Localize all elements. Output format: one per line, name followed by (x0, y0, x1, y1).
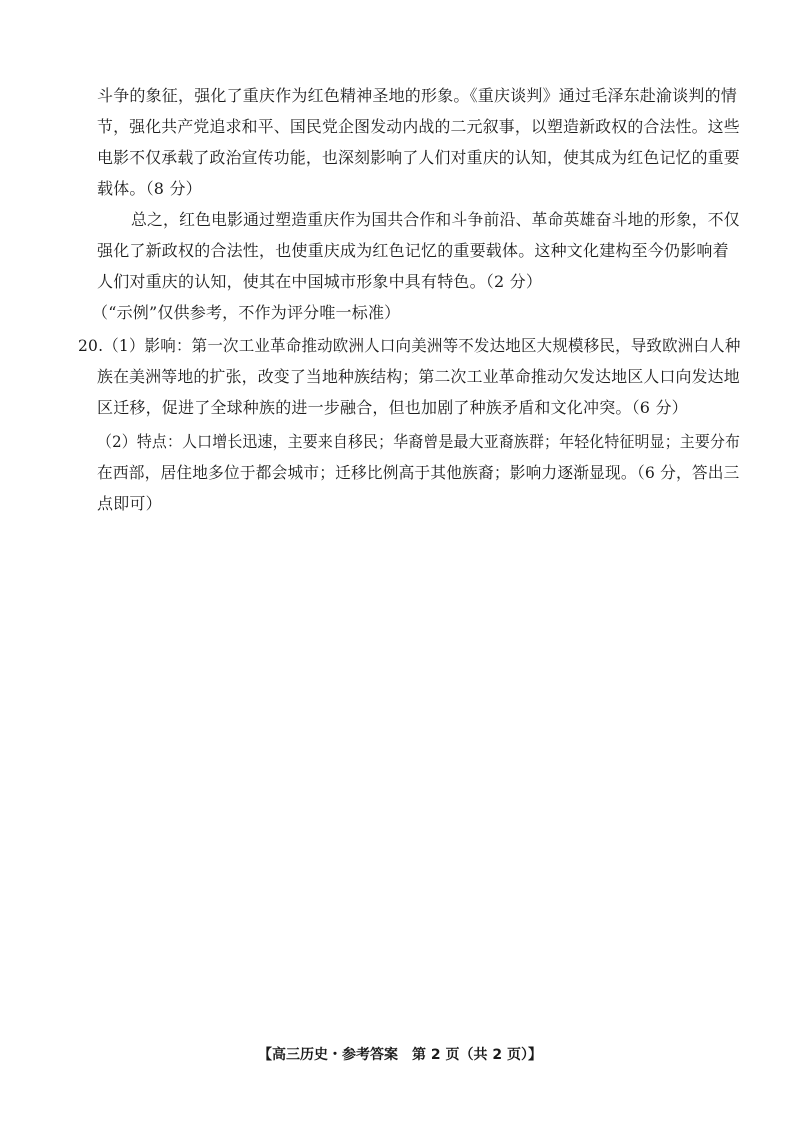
text-line: 在西部，居住地多位于都会城市；迁移比例高于其他族裔；影响力逐渐显现。（6 分，答出三 (97, 463, 740, 482)
text-line: 电影不仅承载了政治宣传功能，也深刻影响了人们对重庆的认知，使其成为红色记忆的重要 (97, 148, 740, 167)
text-line: 族在美洲等地的扩张，改变了当地种族结构；第二次工业革命推动欠发达地区人口向发达地 (97, 367, 740, 386)
text-line: 区迁移，促进了全球种族的进一步融合，但也加剧了种族矛盾和文化冲突。（6 分） (97, 398, 688, 417)
text-line: 人们对重庆的认知，使其在中国城市形象中具有特色。（2 分） (97, 272, 543, 291)
text-line: 总之，红色电影通过塑造重庆作为国共合作和斗争前沿、革命英雄奋斗地的形象，不仅 (131, 210, 740, 229)
text-line: 点即可） (97, 494, 162, 513)
scoring-note: （“示例”仅供参考，不作为评分唯一标准） (92, 303, 401, 322)
text-line: 载体。（8 分） (97, 179, 202, 198)
text-line: 斗争的象征，强化了重庆作为红色精神圣地的形象。《重庆谈判》通过毛泽东赴渝谈判的情 (97, 86, 738, 105)
page-footer: 【高三历史・参考答案 第 2 页（共 2 页）】 (258, 1047, 542, 1063)
text-line: 节，强化共产党追求和平、国民党企图发动内战的二元叙事，以塑造新政权的合法性。这些 (97, 117, 740, 136)
text-line: 20.（1）影响：第一次工业革命推动欧洲人口向美洲等不发达地区大规模移民，导致欧洲白人种 (78, 336, 741, 355)
text-line: （2）特点：人口增长迅速，主要来自移民；华裔曾是最大亚裔族群；年轻化特征明显；主要分布 (97, 432, 741, 451)
text-line: 强化了新政权的合法性，也使重庆成为红色记忆的重要载体。这种文化建构至今仍影响着 (97, 241, 729, 260)
